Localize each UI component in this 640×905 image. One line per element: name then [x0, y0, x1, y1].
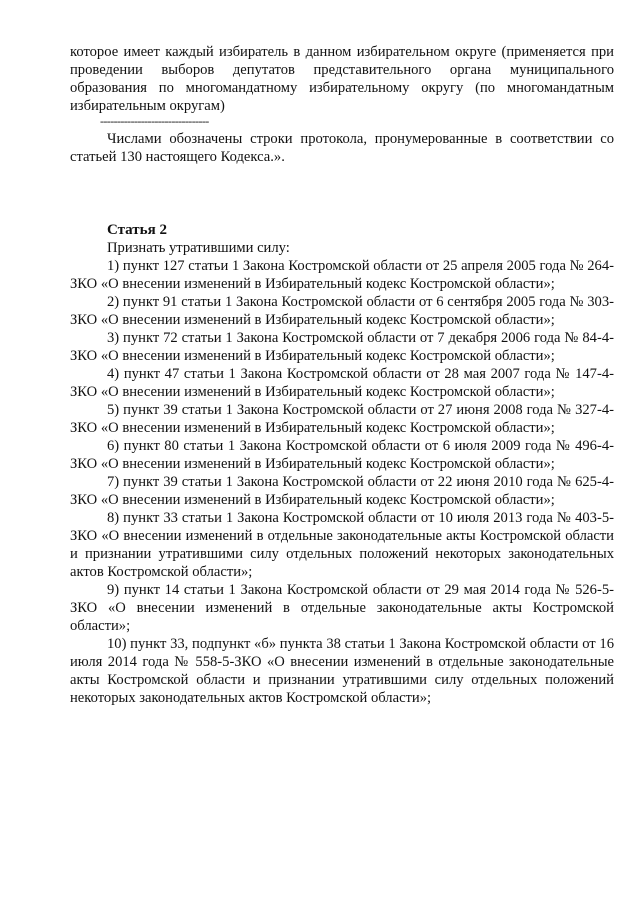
list-item: 5) пункт 39 статьи 1 Закона Костромской области от 27 июня 2008 года № 327-4-ЗКО «О внесении изменений в Избирательный кодекс Костромской области»; [70, 402, 614, 436]
list-item: 6) пункт 80 статьи 1 Закона Костромской области от 6 июля 2009 года № 496-4-ЗКО «О внесении изменений в Избирательный кодекс Костромской области»; [70, 438, 614, 472]
footnote-separator: -------------------------------- [100, 114, 209, 128]
list-item: 3) пункт 72 статьи 1 Закона Костромской области от 7 декабря 2006 года № 84-4-ЗКО «О внесении изменений в Избирательный кодекс Костромской области»; [70, 330, 614, 364]
document-body [70, 43, 614, 707]
footnote-note: Числами обозначены строки протокола, пронумерованные в соответствии со статьей 130 настоящего Кодекса.». [70, 131, 614, 165]
list-item: 9) пункт 14 статьи 1 Закона Костромской области от 29 мая 2014 года № 526-5-ЗКО «О внесении изменений в отдельные законодательные акты Костромской области»; [70, 582, 614, 634]
list-item: 7) пункт 39 статьи 1 Закона Костромской области от 22 июня 2010 года № 625-4-ЗКО «О внесении изменений в Избирательный кодекс Костромской области»; [70, 474, 614, 508]
repealed-items-list [70, 257, 614, 707]
list-item: 4) пункт 47 статьи 1 Закона Костромской области от 28 мая 2007 года № 147-4-ЗКО «О внесении изменений в Избирательный кодекс Костромской области»; [70, 366, 614, 400]
article-title: Статья 2 [107, 222, 167, 238]
list-item: 8) пункт 33 статьи 1 Закона Костромской области от 10 июля 2013 года № 403-5-ЗКО «О внесении изменений в отдельные законодательные акты Костромской области и признании утратившими силу отдельных положений некоторых законодательных актов Костромской области»; [70, 510, 614, 580]
list-item: 2) пункт 91 статьи 1 Закона Костромской области от 6 сентября 2005 года № 303-ЗКО «О внесении изменений в Избирательный кодекс Костромской области»; [70, 294, 614, 328]
continuation-paragraph: которое имеет каждый избиратель в данном избирательном округе (применяется при проведении выборов депутатов представительного органа муниципального образования по многомандатному избирательному округу (по многомандатным избирательным округам) [70, 44, 614, 114]
list-item: 1) пункт 127 статьи 1 Закона Костромской области от 25 апреля 2005 года № 264-ЗКО «О внесении изменений в Избирательный кодекс Костромской области»; [70, 258, 614, 292]
article-intro: Признать утратившими силу: [107, 240, 290, 256]
list-item: 10) пункт 33, подпункт «б» пункта 38 статьи 1 Закона Костромской области от 16 июля 2014 года № 558-5-ЗКО «О внесении изменений в отдельные законодательные акты Костромской области и признании утратившими силу отдельных положений некоторых законодательных актов Костромской области»; [70, 636, 614, 706]
